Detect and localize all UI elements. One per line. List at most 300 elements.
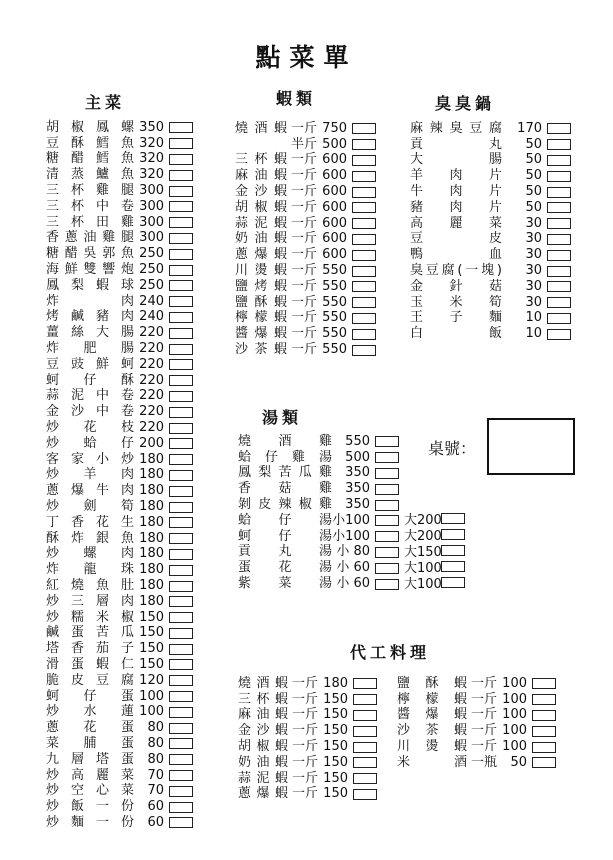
item-unit: 半斤 <box>290 136 317 152</box>
quantity-box[interactable] <box>353 789 377 800</box>
item-name: 鴨血 <box>410 247 502 263</box>
processing-list-right <box>397 676 556 771</box>
menu-item <box>410 263 571 279</box>
quantity-box[interactable] <box>169 502 193 513</box>
item-name: 麻油蝦 <box>235 168 287 184</box>
item-price: 220 <box>139 388 164 404</box>
heading-shrimp: 蝦類 <box>276 89 317 108</box>
menu-item <box>397 723 556 739</box>
quantity-box[interactable] <box>169 802 193 813</box>
quantity-box[interactable] <box>169 628 193 639</box>
quantity-box[interactable] <box>169 470 193 481</box>
quantity-box[interactable] <box>169 707 193 718</box>
heading-stinky-pot: 臭臭鍋 <box>435 94 496 113</box>
large-quantity-box[interactable] <box>441 513 465 524</box>
quantity-box[interactable] <box>169 659 193 670</box>
quantity-box[interactable] <box>169 723 193 734</box>
item-unit: 一斤 <box>470 691 497 707</box>
main-dish-list <box>46 120 193 831</box>
item-unit: 一斤 <box>291 786 318 802</box>
item-name: 蔥花蛋 <box>46 720 134 736</box>
quantity-box[interactable] <box>547 281 571 292</box>
quantity-box[interactable] <box>352 218 376 229</box>
item-price: 250 <box>139 277 164 293</box>
quantity-box[interactable] <box>169 154 193 165</box>
item-unit: 一斤 <box>290 168 317 184</box>
quantity-box[interactable] <box>547 187 571 198</box>
menu-item <box>46 389 193 405</box>
quantity-box[interactable] <box>547 313 571 324</box>
menu-item <box>235 279 376 295</box>
menu-item <box>238 529 466 545</box>
quantity-box[interactable] <box>547 218 571 229</box>
menu-item <box>46 499 193 515</box>
item-unit: 一斤 <box>290 199 317 215</box>
item-unit: 一斤 <box>290 310 317 326</box>
menu-item <box>410 247 571 263</box>
item-large-price: 大100 <box>404 560 442 576</box>
item-unit: 一斤 <box>470 707 497 723</box>
quantity-box[interactable] <box>547 266 571 277</box>
quantity-box[interactable] <box>375 563 399 574</box>
quantity-box[interactable] <box>352 155 376 166</box>
item-name: 菜脯蛋 <box>46 735 134 751</box>
quantity-box[interactable] <box>532 742 556 753</box>
item-price: 600 <box>322 168 347 184</box>
quantity-box[interactable] <box>169 754 193 765</box>
item-name: 川燙蝦 <box>235 263 287 279</box>
quantity-box[interactable] <box>547 123 571 134</box>
menu-item <box>46 515 193 531</box>
item-name: 王子麵 <box>410 310 502 326</box>
item-name: 蛤仔雞湯 <box>238 449 332 465</box>
item-price: 550 <box>322 263 347 279</box>
menu-item <box>46 720 193 736</box>
quantity-box[interactable] <box>169 186 193 197</box>
heading-main: 主菜 <box>85 93 126 112</box>
quantity-box[interactable] <box>352 345 376 356</box>
item-price: 180 <box>139 499 164 515</box>
item-price: 50 <box>525 184 542 200</box>
menu-item <box>410 184 571 200</box>
quantity-box[interactable] <box>352 202 376 213</box>
quantity-box[interactable] <box>352 313 376 324</box>
item-name: 鹹蛋苦瓜 <box>46 625 134 641</box>
quantity-box[interactable] <box>353 710 377 721</box>
item-price: 100 <box>502 691 527 707</box>
quantity-box[interactable] <box>375 547 399 558</box>
item-name: 炒螺肉 <box>46 546 134 562</box>
quantity-box[interactable] <box>532 726 556 737</box>
menu-item <box>235 168 376 184</box>
quantity-box[interactable] <box>547 250 571 261</box>
quantity-box[interactable] <box>169 517 193 528</box>
item-name: 糖醋吳郭魚 <box>46 246 134 262</box>
item-name: 炸肉 <box>46 293 134 309</box>
item-price: 80 <box>147 751 164 767</box>
menu-item <box>46 357 193 373</box>
item-price: 220 <box>139 404 164 420</box>
menu-item <box>410 279 571 295</box>
item-price: 100 <box>502 675 527 691</box>
menu-item <box>235 200 376 216</box>
quantity-box[interactable] <box>169 312 193 323</box>
menu-item <box>46 294 193 310</box>
item-price: 30 <box>525 215 542 231</box>
menu-item <box>410 326 571 342</box>
quantity-box[interactable] <box>352 250 376 261</box>
item-name: 蒜泥中卷 <box>46 388 134 404</box>
menu-item <box>235 153 376 169</box>
large-quantity-box[interactable] <box>441 561 465 572</box>
quantity-box[interactable] <box>547 297 571 308</box>
quantity-box[interactable] <box>169 201 193 212</box>
quantity-box[interactable] <box>169 233 193 244</box>
item-name: 金沙中卷 <box>46 404 134 420</box>
quantity-box[interactable] <box>169 423 193 434</box>
menu-item <box>235 295 376 311</box>
large-size-option <box>404 545 466 560</box>
menu-item <box>238 692 377 708</box>
menu-item <box>46 404 193 420</box>
item-price: 300 <box>139 230 164 246</box>
menu-item <box>397 676 556 692</box>
item-unit: 一斤 <box>291 754 318 770</box>
quantity-box[interactable] <box>169 170 193 181</box>
quantity-box[interactable] <box>169 359 193 370</box>
item-unit: 一斤 <box>290 247 317 263</box>
quantity-box[interactable] <box>169 344 193 355</box>
quantity-box[interactable] <box>532 757 556 768</box>
quantity-box[interactable] <box>169 280 193 291</box>
quantity-box[interactable] <box>169 454 193 465</box>
quantity-box[interactable] <box>169 217 193 228</box>
menu-item <box>46 736 193 752</box>
item-name: 炒蛤仔 <box>46 435 134 451</box>
menu-item <box>238 708 377 724</box>
item-name: 鹽酥蝦 <box>235 294 287 310</box>
item-name: 蔥爆牛肉 <box>46 483 134 499</box>
quantity-box[interactable] <box>169 533 193 544</box>
menu-item <box>410 232 571 248</box>
item-unit: 一斤 <box>291 691 318 707</box>
menu-item <box>238 560 466 576</box>
item-price: 220 <box>139 420 164 436</box>
item-unit: 一斤 <box>470 675 497 691</box>
quantity-box[interactable] <box>352 297 376 308</box>
quantity-box[interactable] <box>169 596 193 607</box>
item-price: 150 <box>323 754 348 770</box>
quantity-box[interactable] <box>352 266 376 277</box>
menu-item <box>46 199 193 215</box>
quantity-box[interactable] <box>169 296 193 307</box>
menu-item <box>46 231 193 247</box>
item-price: 550 <box>322 342 347 358</box>
quantity-box[interactable] <box>169 691 193 702</box>
item-unit: 一瓶 <box>470 754 497 770</box>
item-price: 100 <box>502 723 527 739</box>
item-price: 60 <box>147 814 164 830</box>
quantity-box[interactable] <box>169 738 193 749</box>
item-price: 320 <box>139 135 164 151</box>
item-price: 220 <box>139 341 164 357</box>
item-price: 150 <box>323 770 348 786</box>
item-price: 220 <box>139 372 164 388</box>
item-price: 150 <box>323 786 348 802</box>
item-price: 750 <box>322 120 347 136</box>
quantity-box[interactable] <box>169 375 193 386</box>
quantity-box[interactable] <box>547 329 571 340</box>
menu-item <box>46 483 193 499</box>
item-unit: 一斤 <box>290 215 317 231</box>
item-name: 三杯田雞 <box>46 214 134 230</box>
item-unit: 一斤 <box>290 152 317 168</box>
quantity-box[interactable] <box>169 407 193 418</box>
item-name: 炒劍筍 <box>46 499 134 515</box>
menu-item <box>410 137 571 153</box>
menu-item <box>238 755 377 771</box>
menu-item <box>46 420 193 436</box>
menu-item <box>46 657 193 673</box>
item-unit: 一斤 <box>291 675 318 691</box>
quantity-box[interactable] <box>353 678 377 689</box>
item-name: 麻油蝦 <box>238 707 288 723</box>
quantity-box[interactable] <box>547 202 571 213</box>
large-size-option <box>404 561 466 576</box>
menu-item <box>46 167 193 183</box>
item-name: 玉米筍 <box>410 294 502 310</box>
menu-item <box>46 815 193 831</box>
item-price: 350 <box>345 465 370 481</box>
large-size-option <box>404 529 466 544</box>
item-name: 蚵仔酥 <box>46 372 134 388</box>
quantity-box[interactable] <box>352 171 376 182</box>
quantity-box[interactable] <box>352 234 376 245</box>
quantity-box[interactable] <box>375 452 399 463</box>
item-unit: 一斤 <box>291 770 318 786</box>
processing-list-left <box>238 676 377 802</box>
menu-item <box>235 342 376 358</box>
item-name: 豬肉片 <box>410 199 502 215</box>
quantity-box[interactable] <box>169 549 193 560</box>
quantity-box[interactable] <box>532 694 556 705</box>
item-name: 滑蛋蝦仁 <box>46 656 134 672</box>
table-number-label: 桌號： <box>428 439 477 458</box>
quantity-box[interactable] <box>353 757 377 768</box>
item-price: 小100 <box>332 528 370 544</box>
item-name: 香菇雞 <box>238 481 332 497</box>
table-number-box[interactable] <box>487 418 575 475</box>
menu-item <box>238 787 377 803</box>
quantity-box[interactable] <box>169 675 193 686</box>
item-price: 550 <box>345 433 370 449</box>
item-name: 薑絲大腸 <box>46 325 134 341</box>
large-size-option <box>404 577 466 592</box>
item-name: 丁香花生 <box>46 514 134 530</box>
quantity-box[interactable] <box>547 155 571 166</box>
quantity-box[interactable] <box>375 484 399 495</box>
item-name: 炒糯米椒 <box>46 609 134 625</box>
item-name: 金沙蝦 <box>238 723 288 739</box>
quantity-box[interactable] <box>532 678 556 689</box>
item-price: 350 <box>345 481 370 497</box>
item-name: 金針菇 <box>410 278 502 294</box>
item-price: 50 <box>525 136 542 152</box>
quantity-box[interactable] <box>353 726 377 737</box>
quantity-box[interactable] <box>169 817 193 828</box>
item-name: 蔥爆蝦 <box>238 786 288 802</box>
quantity-box[interactable] <box>532 710 556 721</box>
item-price: 180 <box>323 675 348 691</box>
item-unit: 一斤 <box>291 707 318 723</box>
item-unit: 一斤 <box>291 723 318 739</box>
item-price: 550 <box>322 326 347 342</box>
menu-item <box>46 246 193 262</box>
item-price: 50 <box>510 754 527 770</box>
menu-item <box>397 708 556 724</box>
menu-item <box>46 626 193 642</box>
quantity-box[interactable] <box>375 436 399 447</box>
item-name: 奶油蝦 <box>235 231 287 247</box>
menu-item <box>410 295 571 311</box>
item-name: 炒空心菜 <box>46 783 134 799</box>
large-quantity-box[interactable] <box>441 545 465 556</box>
item-name: 九層塔蛋 <box>46 751 134 767</box>
quantity-box[interactable] <box>169 612 193 623</box>
item-name: 臭豆腐(一塊) <box>410 263 502 279</box>
large-quantity-box[interactable] <box>441 529 465 540</box>
quantity-box[interactable] <box>375 579 399 590</box>
quantity-box[interactable] <box>375 515 399 526</box>
item-price: 350 <box>139 119 164 135</box>
heading-soup: 湯類 <box>262 408 303 427</box>
quantity-box[interactable] <box>169 328 193 339</box>
item-large-price: 大100 <box>404 576 442 592</box>
menu-item <box>235 137 376 153</box>
item-price: 250 <box>139 262 164 278</box>
quantity-box[interactable] <box>169 770 193 781</box>
quantity-box[interactable] <box>375 468 399 479</box>
quantity-box[interactable] <box>169 122 193 133</box>
item-name: 蛤仔湯 <box>238 512 332 528</box>
item-price: 320 <box>139 151 164 167</box>
quantity-box[interactable] <box>169 644 193 655</box>
shrimp-list <box>235 121 376 358</box>
menu-item <box>46 610 193 626</box>
quantity-box[interactable] <box>352 139 376 150</box>
item-price: 150 <box>323 723 348 739</box>
item-name: 剝皮辣椒雞 <box>238 497 332 513</box>
item-name: 醬爆蝦 <box>235 326 287 342</box>
menu-item <box>46 373 193 389</box>
quantity-box[interactable] <box>169 581 193 592</box>
menu-item <box>410 168 571 184</box>
menu-item <box>410 200 571 216</box>
quantity-box[interactable] <box>169 138 193 149</box>
item-large-price: 大150 <box>404 544 442 560</box>
menu-item <box>238 466 466 482</box>
menu-item <box>46 436 193 452</box>
menu-item <box>238 771 377 787</box>
menu-item <box>46 183 193 199</box>
quantity-box[interactable] <box>352 187 376 198</box>
quantity-box[interactable] <box>169 565 193 576</box>
item-name: 蚵仔蛋 <box>46 688 134 704</box>
quantity-box[interactable] <box>169 486 193 497</box>
menu-item <box>238 576 466 592</box>
item-name: 米酒 <box>397 754 467 770</box>
menu-item <box>238 723 377 739</box>
item-name: 蚵仔湯 <box>238 528 332 544</box>
quantity-box[interactable] <box>169 249 193 260</box>
item-name: 紅燒魚肚 <box>46 578 134 593</box>
item-unit: 一斤 <box>290 326 317 342</box>
item-price: 220 <box>139 356 164 372</box>
quantity-box[interactable] <box>169 391 193 402</box>
menu-item <box>235 247 376 263</box>
menu-item <box>46 531 193 547</box>
item-name: 胡椒蝦 <box>235 199 287 215</box>
quantity-box[interactable] <box>169 438 193 449</box>
item-price: 550 <box>322 294 347 310</box>
large-quantity-box[interactable] <box>441 577 465 588</box>
item-name: 炸肥腸 <box>46 341 134 357</box>
quantity-box[interactable] <box>353 694 377 705</box>
item-price: 180 <box>139 514 164 530</box>
menu-item <box>235 216 376 232</box>
heading-processing: 代工料理 <box>350 643 431 662</box>
item-price: 150 <box>139 656 164 672</box>
item-price: 240 <box>139 309 164 325</box>
quantity-box[interactable] <box>547 234 571 245</box>
item-large-price: 大200 <box>404 529 442 545</box>
quantity-box[interactable] <box>375 500 399 511</box>
quantity-box[interactable] <box>169 786 193 797</box>
item-price: 550 <box>322 310 347 326</box>
item-price: 100 <box>502 707 527 723</box>
quantity-box[interactable] <box>352 281 376 292</box>
item-name: 蒜泥蝦 <box>238 770 288 786</box>
item-price: 150 <box>139 609 164 625</box>
item-name: 白飯 <box>410 326 502 342</box>
item-name: 糖醋鱈魚 <box>46 151 134 167</box>
quantity-box[interactable] <box>547 139 571 150</box>
item-name: 高麗菜 <box>410 215 502 231</box>
item-price: 300 <box>139 214 164 230</box>
menu-item <box>46 562 193 578</box>
menu-item <box>235 326 376 342</box>
item-price: 240 <box>139 293 164 309</box>
menu-item <box>397 739 556 755</box>
item-price: 180 <box>139 530 164 546</box>
quantity-box[interactable] <box>375 531 399 542</box>
item-name: 燒酒雞 <box>238 433 332 449</box>
item-name: 豆皮 <box>410 231 502 247</box>
quantity-box[interactable] <box>353 742 377 753</box>
quantity-box[interactable] <box>353 773 377 784</box>
quantity-box[interactable] <box>352 123 376 134</box>
item-name: 蔥爆蝦 <box>235 247 287 263</box>
quantity-box[interactable] <box>352 329 376 340</box>
quantity-box[interactable] <box>169 265 193 276</box>
menu-item <box>410 153 571 169</box>
menu-item <box>46 689 193 705</box>
item-price: 30 <box>525 231 542 247</box>
item-unit: 一斤 <box>470 739 497 755</box>
quantity-box[interactable] <box>547 171 571 182</box>
item-price: 180 <box>139 578 164 593</box>
menu-item <box>46 768 193 784</box>
